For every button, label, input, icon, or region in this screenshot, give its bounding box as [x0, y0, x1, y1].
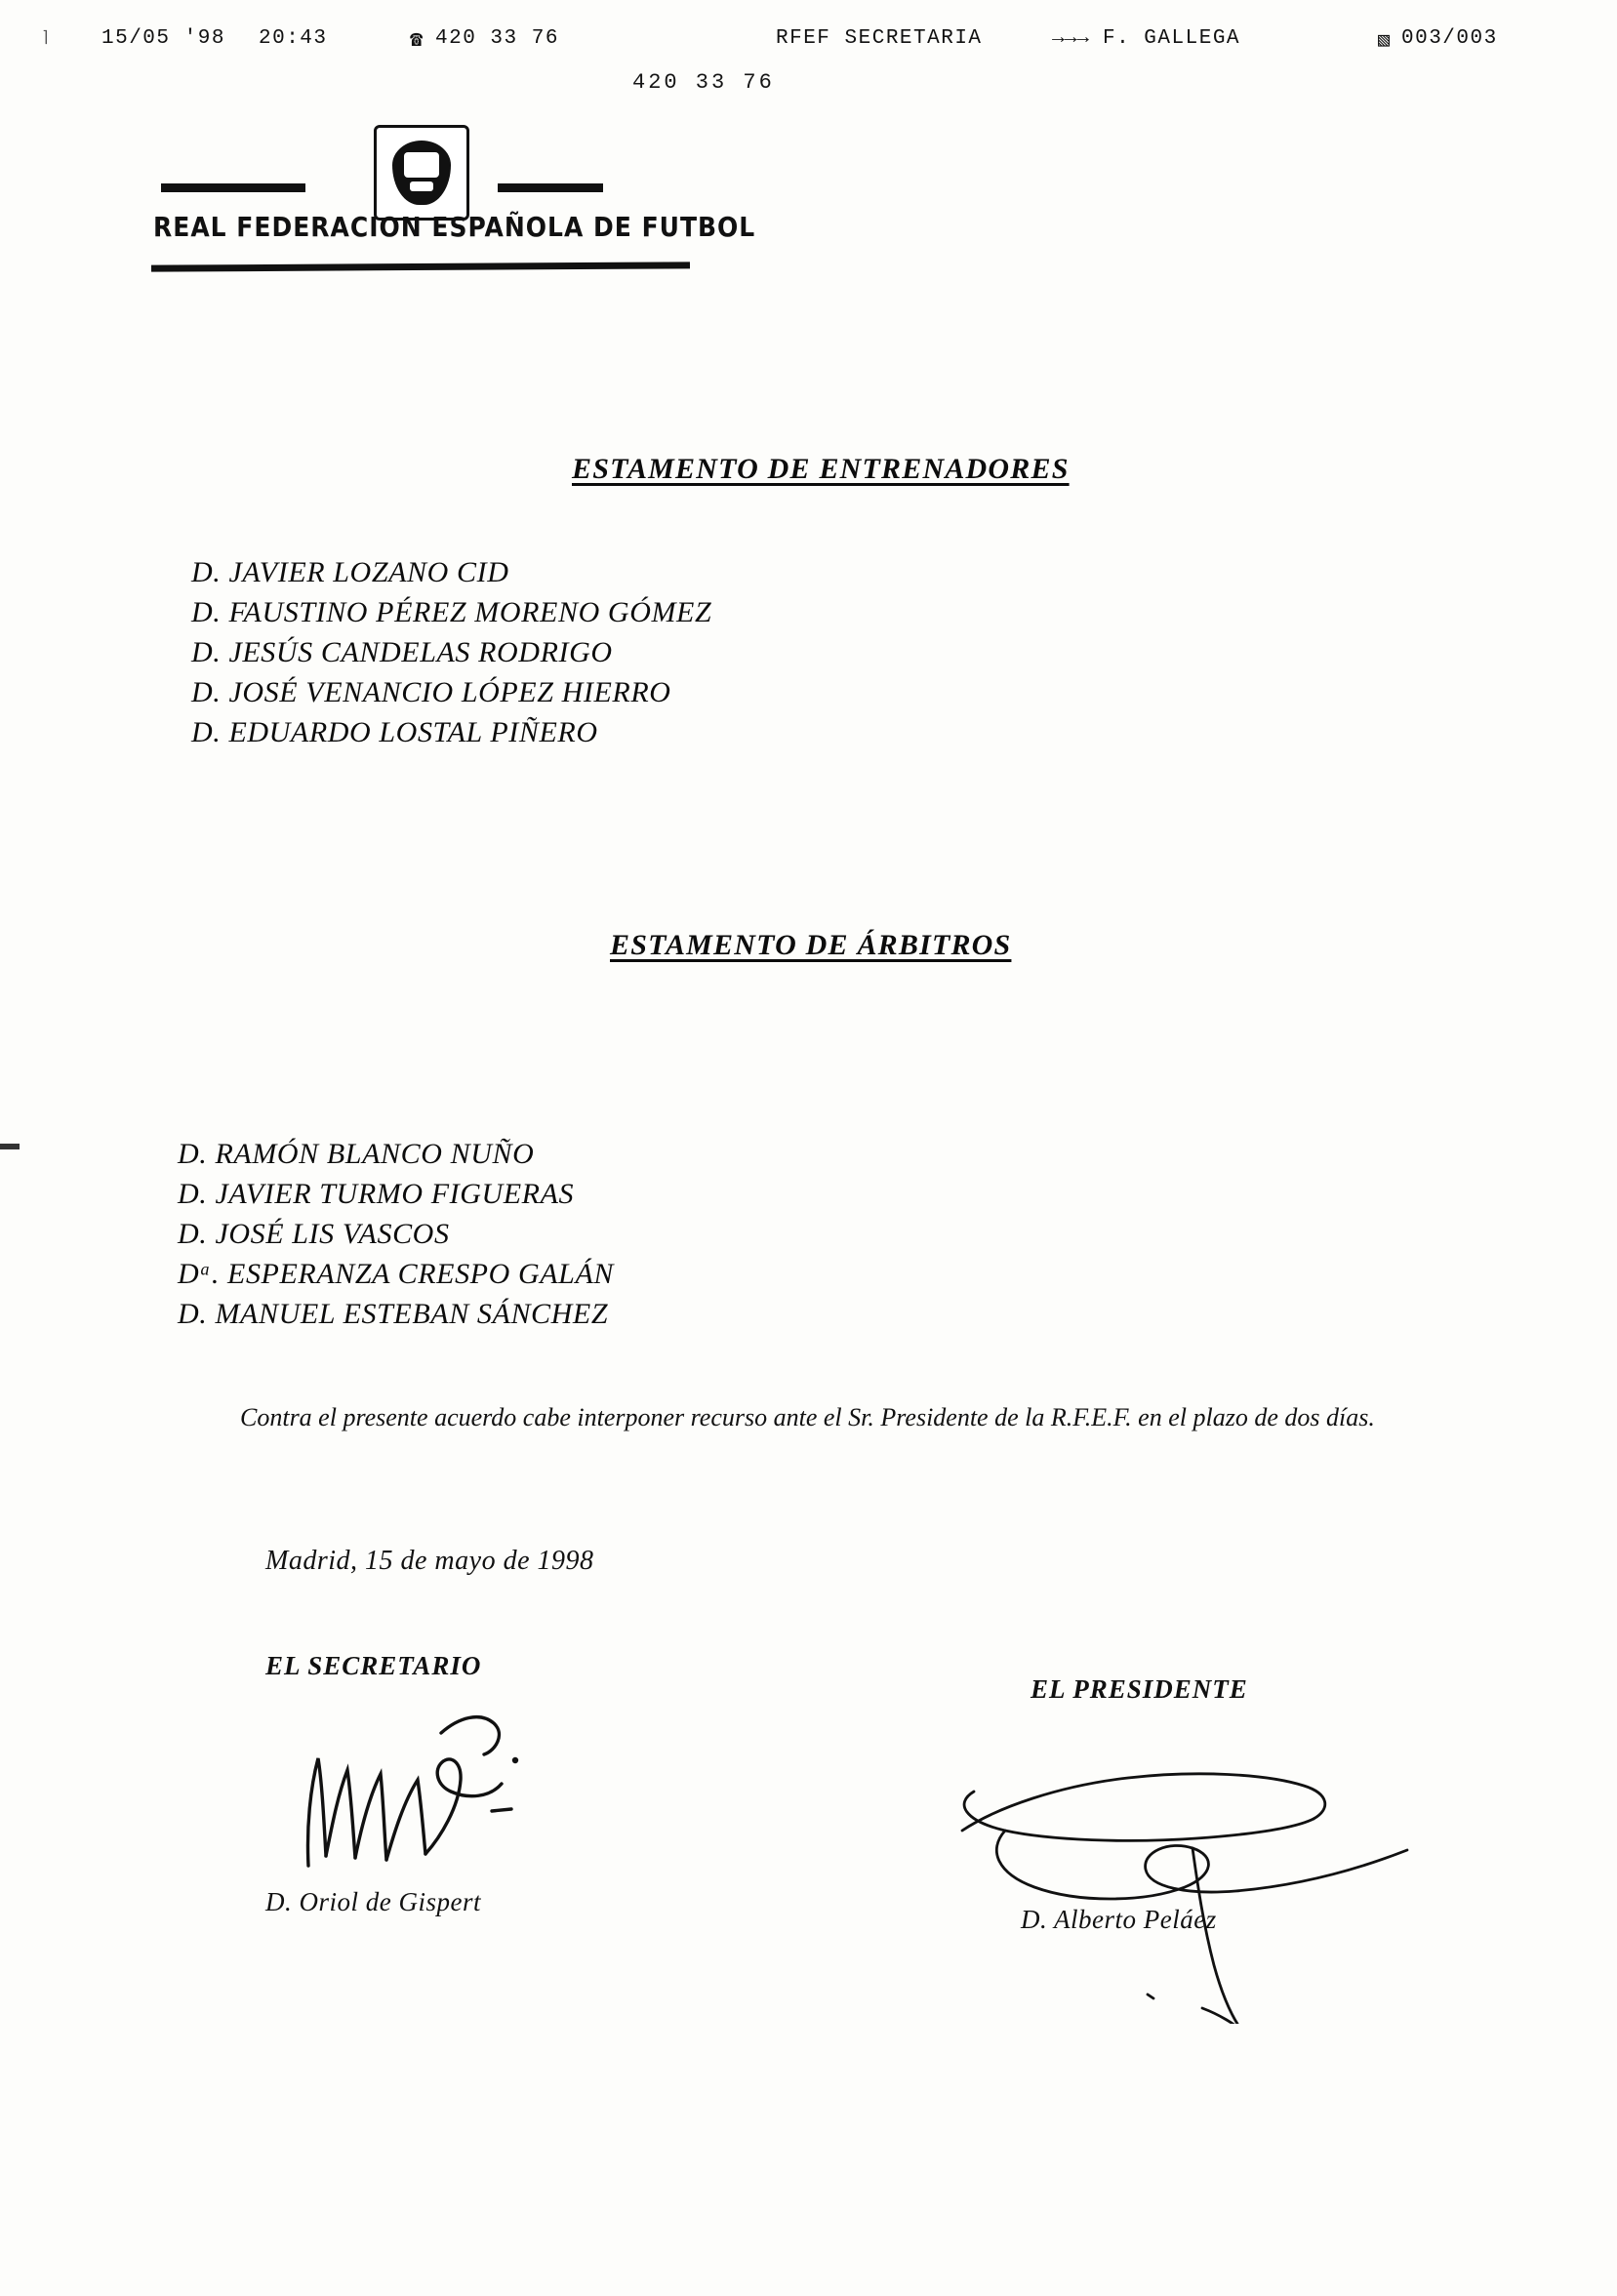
section-title-referees: ESTAMENTO DE ÁRBITROS — [610, 929, 1012, 961]
list-item: D. JESÚS CANDELAS RODRIGO — [191, 636, 613, 668]
list-item: D. JOSÉ LIS VASCOS — [178, 1218, 450, 1250]
handwritten-signature-secretary — [250, 1690, 640, 1885]
scan-edge-mark — [0, 1144, 20, 1149]
place-and-date: Madrid, 15 de mayo de 1998 — [265, 1546, 594, 1576]
arrow-icon: →→→ — [1052, 27, 1089, 50]
signature-name-secretary: D. Oriol de Gispert — [265, 1887, 481, 1916]
letterhead — [151, 125, 756, 320]
fax-edge-mark: ⌉ — [41, 29, 53, 47]
section-title-coaches: ESTAMENTO DE ENTRENADORES — [572, 453, 1070, 485]
letterhead-rule-right — [498, 183, 603, 192]
signature-name-president: D. Alberto Peláez — [1021, 1905, 1217, 1934]
signature-role-president: EL PRESIDENTE — [1031, 1674, 1248, 1704]
appeal-paragraph — [174, 1399, 1433, 1436]
letterhead-rule-bottom — [151, 262, 690, 271]
list-item: Dᵃ. ESPERANZA CRESPO GALÁN — [178, 1258, 614, 1290]
letterhead-rule-left — [161, 183, 305, 192]
signature-role-secretary: EL SECRETARIO — [265, 1651, 482, 1680]
fax-time: 20:43 — [259, 27, 328, 50]
handwritten-signature-president — [904, 1702, 1509, 2024]
fax-subline-number: 420 33 76 — [632, 70, 775, 95]
referees-name-list — [178, 1134, 614, 1334]
fax-sender-name: RFEF SECRETARIA — [776, 27, 983, 50]
appeal-text: Contra el presente acuerdo cabe interponer recurso ante el Sr. Presidente de la R.F.E.F. en el plazo de dos días. — [240, 1403, 1375, 1431]
list-item: D. RAMÓN BLANCO NUÑO — [178, 1138, 535, 1170]
fax-recipient-name: F. GALLEGA — [1103, 27, 1241, 50]
list-item: D. JAVIER LOZANO CID — [191, 556, 509, 588]
coaches-name-list — [191, 552, 711, 752]
fax-page-count: 003/003 — [1401, 27, 1498, 50]
list-item: D. JAVIER TURMO FIGUERAS — [178, 1178, 575, 1210]
rfef-crest-icon — [374, 125, 469, 221]
list-item: D. FAUSTINO PÉREZ MORENO GÓMEZ — [191, 596, 712, 628]
federation-name: REAL FEDERACION ESPAÑOLA DE FUTBOL — [153, 211, 756, 243]
signature-block-president — [1021, 1659, 1528, 1971]
list-item: D. EDUARDO LOSTAL PIÑERO — [191, 716, 598, 748]
list-item: D. MANUEL ESTEBAN SÁNCHEZ — [178, 1298, 609, 1330]
telephone-icon: ☎ — [410, 28, 424, 53]
fax-sender-number: 420 33 76 — [435, 27, 559, 50]
signature-block-secretary — [265, 1651, 675, 1944]
fax-header — [0, 27, 1617, 66]
fax-date: 15/05 '98 — [101, 27, 225, 50]
pages-icon: ▧ — [1378, 30, 1392, 53]
list-item: D. JOSÉ VENANCIO LÓPEZ HIERRO — [191, 676, 671, 708]
